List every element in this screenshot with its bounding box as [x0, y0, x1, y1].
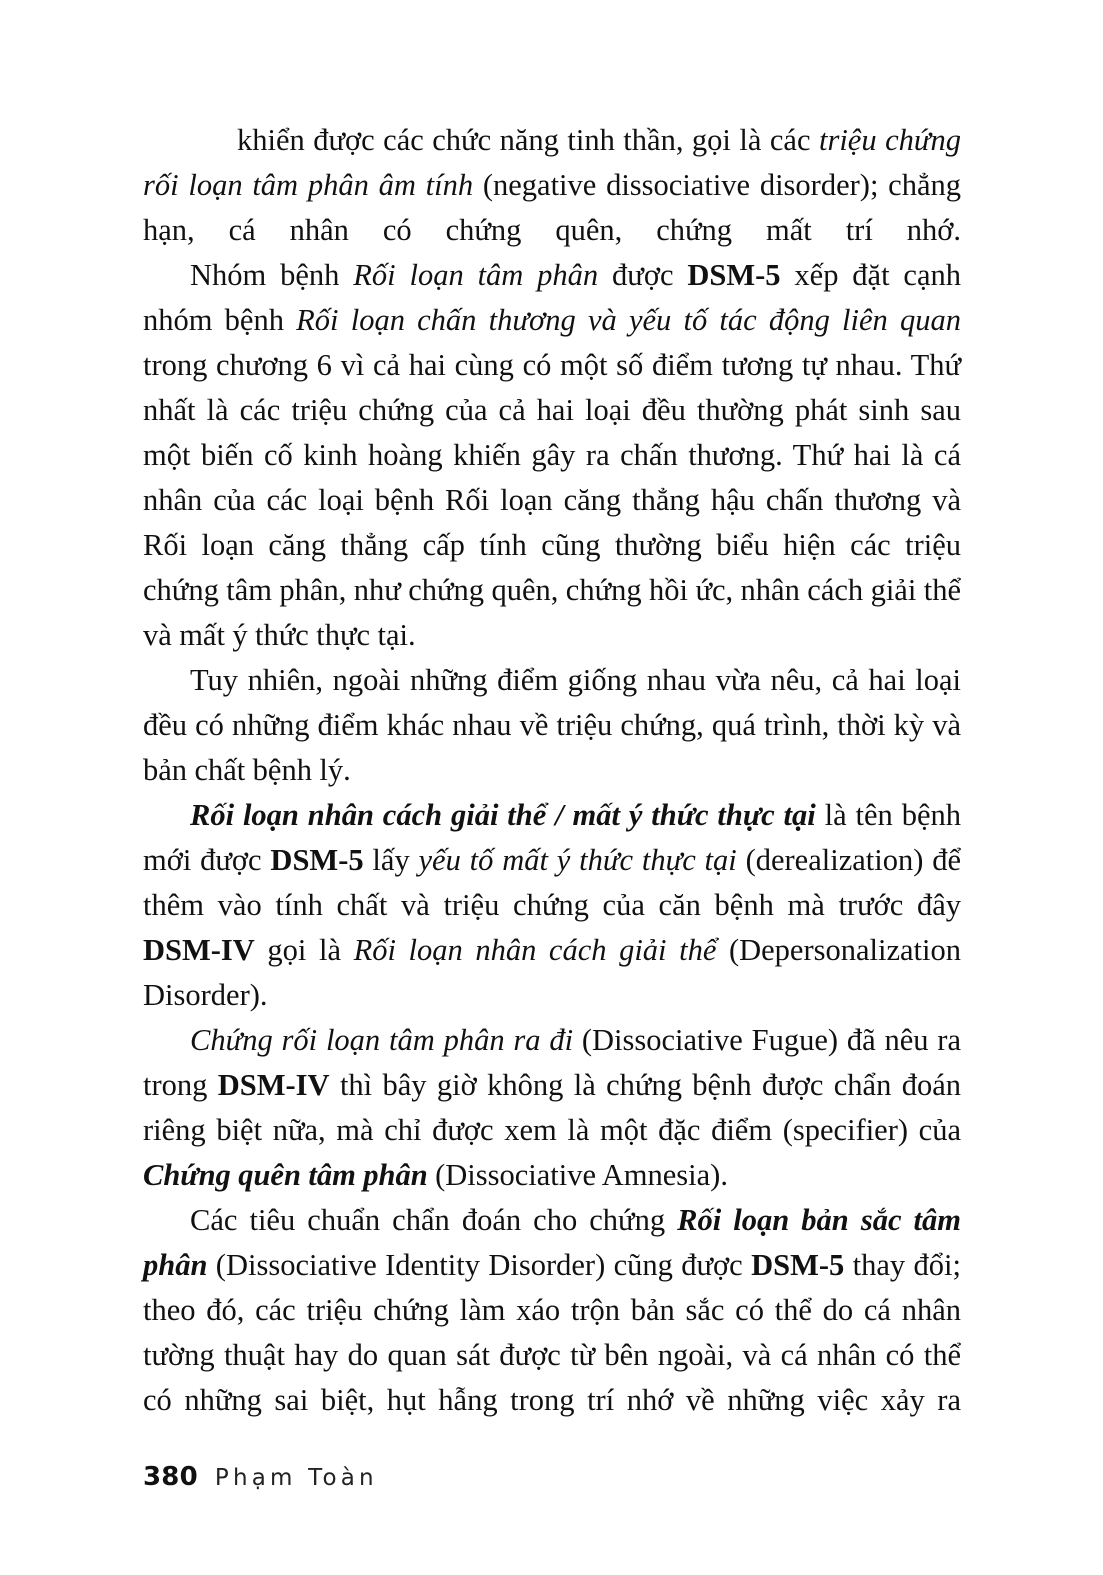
paragraph-nhom-benh: Nhóm bệnh Rối loạn tâm phân được DSM-5 xếp đặt cạnh nhóm bệnh Rối loạn chấn thương và yếu tố tác động liên quan trong chương 6 vì cả hai cùng có một số điểm tương tự nhau. Thứ nhất là các triệu chứng của cả hai loại đều thường phát sinh sau một biến cố kinh hoàng khiến gây ra chấn thương. Thứ hai là cá nhân của các loại bệnh Rối loạn căng thẳng hậu chấn thương và Rối loạn căng thẳng cấp tính cũng thường biểu hiện các triệu chứng tâm phân, như chứng quên, chứng hồi ức, nhân cách giải thể và mất ý thức thực tại.	[143, 258, 962, 652]
paragraph-chung-roi-loan-ra-di: Chứng rối loạn tâm phân ra đi (Dissociative Fugue) đã nêu ra trong DSM-IV thì bây giờ không là chứng bệnh được chẩn đoán riêng biệt nữa, mà chỉ được xem là một đặc điểm (specifier) của Chứng quên tâm phân (Dissociative Amnesia).	[143, 1023, 961, 1192]
page-number: 380	[143, 1462, 198, 1492]
emphasis-italic: Rối loạn nhân cách giải thể	[353, 933, 717, 967]
emphasis-bold-italic: Chứng quên tâm phân	[143, 1158, 428, 1192]
emphasis-bold: DSM-5	[751, 1248, 845, 1282]
paragraph-cac-tieu-chuan: Các tiêu chuẩn chẩn đoán cho chứng Rối loạn bản sắc tâm phân (Dissociative Identity Disorder) cũng được DSM-5 thay đổi; theo đó, các triệu chứng làm xáo trộn bản sắc có thể do cá nhân tường thuật hay do quan sát được từ bên ngoài, và cá nhân có thể có những sai biệt, hụt hẫng trong trí nhớ về những việc xảy ra	[143, 1203, 961, 1417]
emphasis-italic: triệu chứng rối loạn tâm phân âm tính	[143, 123, 961, 202]
emphasis-bold: DSM-5	[270, 843, 364, 877]
emphasis-bold: DSM-5	[687, 258, 781, 292]
emphasis-bold: DSM-IV	[143, 933, 255, 967]
running-author-name: Phạm Toàn	[214, 1465, 378, 1491]
emphasis-italic: yếu tố mất ý thức thực tại	[418, 843, 737, 877]
emphasis-bold-italic: Rối loạn bản sắc tâm phân	[143, 1203, 961, 1282]
page-footer	[143, 1462, 378, 1492]
emphasis-bold: DSM-IV	[217, 1068, 330, 1102]
paragraph-tuy-nhien: Tuy nhiên, ngoài những điểm giống nhau vừa nêu, cả hai loại đều có những điểm khác nhau về triệu chứng, quá trình, thời kỳ và bản chất bệnh lý.	[143, 663, 961, 787]
paragraph-continuation: khiển được các chức năng tinh thần, gọi là các triệu chứng rối loạn tâm phân âm tính (negative dissociative disorder); chẳng hạn, cá nhân có chứng quên, chứng mất trí nhớ.	[143, 123, 961, 247]
paragraph-roi-loan-nhan-cach: Rối loạn nhân cách giải thể / mất ý thức thực tại là tên bệnh mới được DSM-5 lấy yếu tố mất ý thức thực tại (derealization) để thêm vào tính chất và triệu chứng của căn bệnh mà trước đây DSM-IV gọi là Rối loạn nhân cách giải thể (Depersonalization Disorder).	[143, 798, 961, 1012]
emphasis-italic: Chứng rối loạn tâm phân ra đi	[190, 1023, 574, 1057]
emphasis-bold-italic: Rối loạn nhân cách giải thể / mất ý thức thực tại	[190, 798, 816, 832]
emphasis-italic: Rối loạn chấn thương và yếu tố tác động liên quan	[296, 303, 961, 337]
emphasis-italic: Rối loạn tâm phân	[353, 258, 599, 292]
text-column	[143, 118, 961, 1423]
